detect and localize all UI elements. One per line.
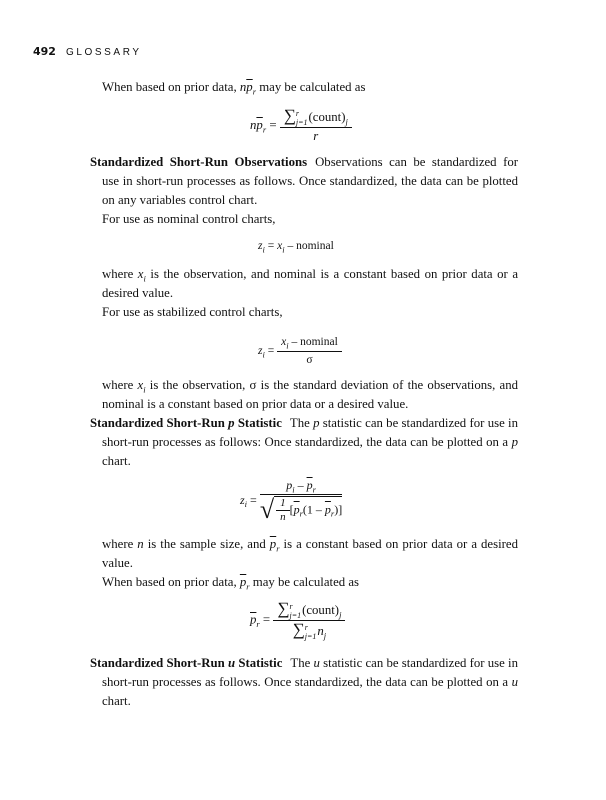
page-number: 492	[33, 45, 56, 58]
equation-nominal: $z_i = x_i$ – nominal	[258, 240, 334, 255]
page-header	[33, 42, 142, 62]
entry-short-run-p-statistic: Standardized Short-Run p Statistic The p statistic can be standardized for use in short-run processes as follows: Once standardized, the data can be plotted on a p chart.	[90, 416, 518, 468]
entry1-text: Observations can be standardized for use in short-run processes as follows. Once standardized, the data can be plotted on any variables control chart.	[102, 155, 518, 207]
term-u-statistic: Standardized Short-Run u Statistic	[90, 656, 283, 670]
prior-p-text: When based on prior data, $\overline{p}_r$ may be calculated as	[102, 575, 360, 592]
equation-p-bar: $\overline{p}_r$ = ∑r $j=1(count)_j$ ∑r $j=1n_j$	[90, 592, 518, 654]
after-p-text: where n is the sample size, and $\overline{p}_r$ is a constant based on prior data or a desired value.	[102, 537, 518, 570]
term-p-statistic: Standardized Short-Run p Statistic	[90, 416, 282, 430]
after-nominal-text: where $x_i$ is the observation, and nominal is a constant based on prior data or a desired value.	[102, 267, 518, 300]
intro-np-text: When based on prior data, $n\overline{p}_r$ may be calculated as	[102, 80, 366, 97]
equation-p-statistic: $z_i$ = $p_i - \overline{p}_r$ √ $\frac{1}{n}$ $[\overline{p}_r(1 - \overline{p}_r)]$	[240, 478, 343, 524]
glossary-content	[90, 78, 518, 711]
term-observations: Standardized Short-Run Observations	[90, 155, 308, 169]
entry-short-run-observations	[90, 153, 518, 210]
section-label: GLOSSARY	[65, 47, 142, 58]
stabilized-intro: For use as stabilized control charts,	[102, 305, 283, 319]
after-stabilized-text: where $x_i$ is the observation, σ is the standard deviation of the observations, and nominal is a constant based on prior data or a desired value.	[102, 378, 519, 411]
equation-np-bar: $n\overline{p}_r$ = ∑r $j=1(count)_j$ r	[90, 97, 518, 153]
equation-stabilized: $z_i$ = $\frac{x_i - nominal}{\sigma}$	[90, 322, 518, 376]
entry-short-run-u-statistic: Standardized Short-Run u Statistic The u statistic can be standardized for use in short-run processes as follows. Once standardized, the data can be plotted on a u chart.	[90, 656, 518, 708]
nominal-intro: For use as nominal control charts,	[102, 212, 276, 226]
